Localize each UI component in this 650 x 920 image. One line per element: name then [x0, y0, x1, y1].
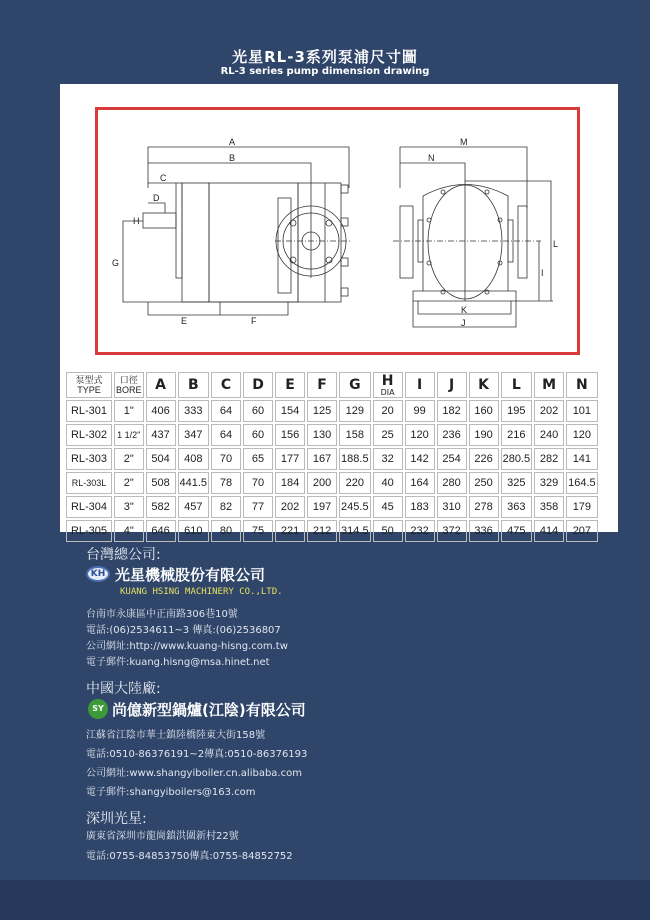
column-label: B: [187, 377, 199, 393]
column-label: K: [478, 377, 489, 393]
value-cell: 314.5: [339, 520, 371, 542]
value-cell: 240: [534, 424, 564, 446]
taiwan-email[interactable]: 電子郵件:kuang.hisng@msa.hinet.net: [86, 657, 270, 668]
value-cell: 80: [211, 520, 241, 542]
value-cell: 101: [566, 400, 598, 422]
table-row: [66, 400, 598, 422]
value-cell: 232: [405, 520, 435, 542]
value-cell: 188.5: [339, 448, 371, 470]
front-view: [393, 147, 553, 327]
column-header-g: [339, 372, 371, 398]
value-cell: 160: [469, 400, 499, 422]
dimension-table: [64, 370, 600, 544]
column-label: C: [220, 377, 232, 393]
china-phone: 電話:0510-86376191~2傳真:0510-86376193: [86, 749, 308, 760]
value-cell: 504: [146, 448, 176, 470]
value-cell: 226: [469, 448, 499, 470]
column-header-e: [275, 372, 305, 398]
value-cell: 129: [339, 400, 371, 422]
china-web[interactable]: 公司網址:www.shangyiboiler.cn.alibaba.com: [86, 768, 302, 779]
footer-band: [0, 880, 650, 920]
label-f: F: [251, 316, 257, 326]
value-cell: 164.5: [566, 472, 598, 494]
taiwan-address: 台南市永康區中正南路306巷10號: [86, 609, 238, 620]
value-cell: 158: [339, 424, 371, 446]
value-cell: 190: [469, 424, 499, 446]
type-header-cn: 泵型式: [75, 375, 103, 385]
bore-cell: 1": [114, 400, 144, 422]
column-label: M: [542, 377, 557, 393]
value-cell: 50: [373, 520, 403, 542]
dimension-drawing: [95, 107, 580, 355]
table-row: [66, 520, 598, 542]
label-j: J: [461, 318, 466, 328]
value-cell: 325: [501, 472, 533, 494]
label-a: A: [229, 137, 236, 147]
value-cell: 310: [437, 496, 467, 518]
column-label: E: [285, 377, 295, 393]
column-label: J: [448, 377, 455, 393]
value-cell: 475: [501, 520, 533, 542]
page-title: 光星RL-3系列泵浦尺寸圖: [232, 48, 418, 66]
bore-cell: 2": [114, 448, 144, 470]
label-d: D: [153, 193, 160, 203]
table-row: [66, 472, 598, 494]
bore-cell: 3": [114, 496, 144, 518]
column-label: A: [155, 377, 166, 393]
taiwan-phone: 電話:(06)2534611~3 傳真:(06)2536807: [86, 625, 281, 636]
value-cell: 333: [178, 400, 210, 422]
value-cell: 130: [307, 424, 337, 446]
value-cell: 406: [146, 400, 176, 422]
taiwan-company: 光星機械股份有限公司: [115, 566, 266, 584]
label-c: C: [160, 173, 167, 183]
h-dia-label: DIA: [380, 388, 395, 397]
column-header-k: [469, 372, 499, 398]
value-cell: 45: [373, 496, 403, 518]
table-row: [66, 424, 598, 446]
value-cell: 25: [373, 424, 403, 446]
table-row: [66, 496, 598, 518]
column-header-n: [566, 372, 598, 398]
type-header-en: TYPE: [77, 385, 101, 395]
value-cell: 78: [211, 472, 241, 494]
value-cell: 220: [339, 472, 371, 494]
value-cell: 64: [211, 400, 241, 422]
value-cell: 64: [211, 424, 241, 446]
taiwan-web[interactable]: 公司網址:http://www.kuang-hisng.com.tw: [86, 641, 288, 652]
column-header-d: [243, 372, 273, 398]
table-row: [66, 448, 598, 470]
bore-header-cn: 口徑: [119, 375, 138, 385]
label-h: H: [133, 216, 140, 226]
value-cell: 179: [566, 496, 598, 518]
value-cell: 372: [437, 520, 467, 542]
value-cell: 75: [243, 520, 273, 542]
type-cell: RL-303L: [66, 472, 112, 494]
shenzhen-phone: 電話:0755-84853750傳真:0755-84852752: [86, 851, 293, 862]
value-cell: 441.5: [178, 472, 210, 494]
column-header-a: [146, 372, 176, 398]
label-n: N: [428, 153, 435, 163]
shenzhen-address: 廣東省深圳市龍崗鎮洪圍新村22號: [86, 831, 239, 842]
value-cell: 65: [243, 448, 273, 470]
page-subtitle: RL-3 series pump dimension drawing: [220, 66, 430, 77]
column-header-h: [373, 372, 403, 398]
bore-header-en: BORE: [116, 385, 142, 395]
value-cell: 182: [437, 400, 467, 422]
value-cell: 408: [178, 448, 210, 470]
column-label: N: [576, 377, 588, 393]
type-cell: RL-302: [66, 424, 112, 446]
value-cell: 278: [469, 496, 499, 518]
value-cell: 207: [566, 520, 598, 542]
kh-logo: KH: [86, 566, 110, 582]
label-g: G: [112, 258, 120, 268]
taiwan-company-en: KUANG HSING MACHINERY CO.,LTD.: [120, 587, 283, 597]
value-cell: 32: [373, 448, 403, 470]
value-cell: 363: [501, 496, 533, 518]
sy-logo: SY: [88, 699, 108, 719]
value-cell: 280.5: [501, 448, 533, 470]
value-cell: 195: [501, 400, 533, 422]
value-cell: 99: [405, 400, 435, 422]
value-cell: 437: [146, 424, 176, 446]
bore-cell: 1 1/2": [114, 424, 144, 446]
value-cell: 167: [307, 448, 337, 470]
value-cell: 60: [243, 400, 273, 422]
label-i: I: [541, 268, 544, 278]
column-header-c: [211, 372, 241, 398]
type-cell: RL-301: [66, 400, 112, 422]
value-cell: 646: [146, 520, 176, 542]
value-cell: 202: [534, 400, 564, 422]
value-cell: 358: [534, 496, 564, 518]
value-cell: 212: [307, 520, 337, 542]
value-cell: 197: [307, 496, 337, 518]
value-cell: 20: [373, 400, 403, 422]
column-label: F: [317, 377, 327, 393]
value-cell: 200: [307, 472, 337, 494]
value-cell: 236: [437, 424, 467, 446]
label-l: L: [553, 239, 559, 249]
value-cell: 610: [178, 520, 210, 542]
value-cell: 70: [211, 448, 241, 470]
value-cell: 60: [243, 424, 273, 446]
china-company: 尚億新型鍋爐(江陰)有限公司: [112, 701, 306, 719]
value-cell: 347: [178, 424, 210, 446]
value-cell: 125: [307, 400, 337, 422]
column-label: G: [349, 377, 361, 393]
china-address: 江蘇省江陰市華士鎮陸橋陸東大街158號: [86, 730, 266, 741]
value-cell: 156: [275, 424, 305, 446]
value-cell: 282: [534, 448, 564, 470]
value-cell: 120: [566, 424, 598, 446]
column-label: D: [252, 377, 264, 393]
value-cell: 82: [211, 496, 241, 518]
label-k: K: [461, 305, 468, 315]
bore-cell: 4": [114, 520, 144, 542]
value-cell: 250: [469, 472, 499, 494]
side-view: [123, 147, 351, 315]
value-cell: 183: [405, 496, 435, 518]
taiwan-heading: 台灣總公司:: [86, 547, 161, 563]
value-cell: 457: [178, 496, 210, 518]
column-label: L: [511, 377, 521, 393]
type-header: [66, 372, 112, 398]
value-cell: 508: [146, 472, 176, 494]
type-cell: RL-305: [66, 520, 112, 542]
dimension-labels: [112, 137, 558, 328]
value-cell: 414: [534, 520, 564, 542]
column-header-l: [501, 372, 533, 398]
type-cell: RL-303: [66, 448, 112, 470]
column-header-j: [437, 372, 467, 398]
bore-header: [114, 372, 144, 398]
value-cell: 177: [275, 448, 305, 470]
shenzhen-heading: 深圳光星:: [86, 811, 147, 827]
value-cell: 164: [405, 472, 435, 494]
value-cell: 202: [275, 496, 305, 518]
type-cell: RL-304: [66, 496, 112, 518]
column-header-i: [405, 372, 435, 398]
bore-cell: 2": [114, 472, 144, 494]
value-cell: 70: [243, 472, 273, 494]
value-cell: 582: [146, 496, 176, 518]
pump-drawing-svg: [93, 108, 583, 358]
value-cell: 120: [405, 424, 435, 446]
value-cell: 77: [243, 496, 273, 518]
value-cell: 40: [373, 472, 403, 494]
value-cell: 142: [405, 448, 435, 470]
value-cell: 221: [275, 520, 305, 542]
label-m: M: [460, 137, 468, 147]
china-heading: 中國大陸廠:: [86, 681, 161, 697]
label-e: E: [181, 316, 188, 326]
value-cell: 245.5: [339, 496, 371, 518]
column-header-b: [178, 372, 210, 398]
column-label: I: [416, 377, 423, 393]
value-cell: 254: [437, 448, 467, 470]
value-cell: 184: [275, 472, 305, 494]
value-cell: 329: [534, 472, 564, 494]
value-cell: 141: [566, 448, 598, 470]
value-cell: 280: [437, 472, 467, 494]
column-header-f: [307, 372, 337, 398]
value-cell: 216: [501, 424, 533, 446]
column-header-m: [534, 372, 564, 398]
column-label: H: [381, 373, 394, 389]
value-cell: 336: [469, 520, 499, 542]
value-cell: 154: [275, 400, 305, 422]
label-b: B: [229, 153, 236, 163]
china-email[interactable]: 電子郵件:shangyiboilers@163.com: [86, 787, 256, 798]
